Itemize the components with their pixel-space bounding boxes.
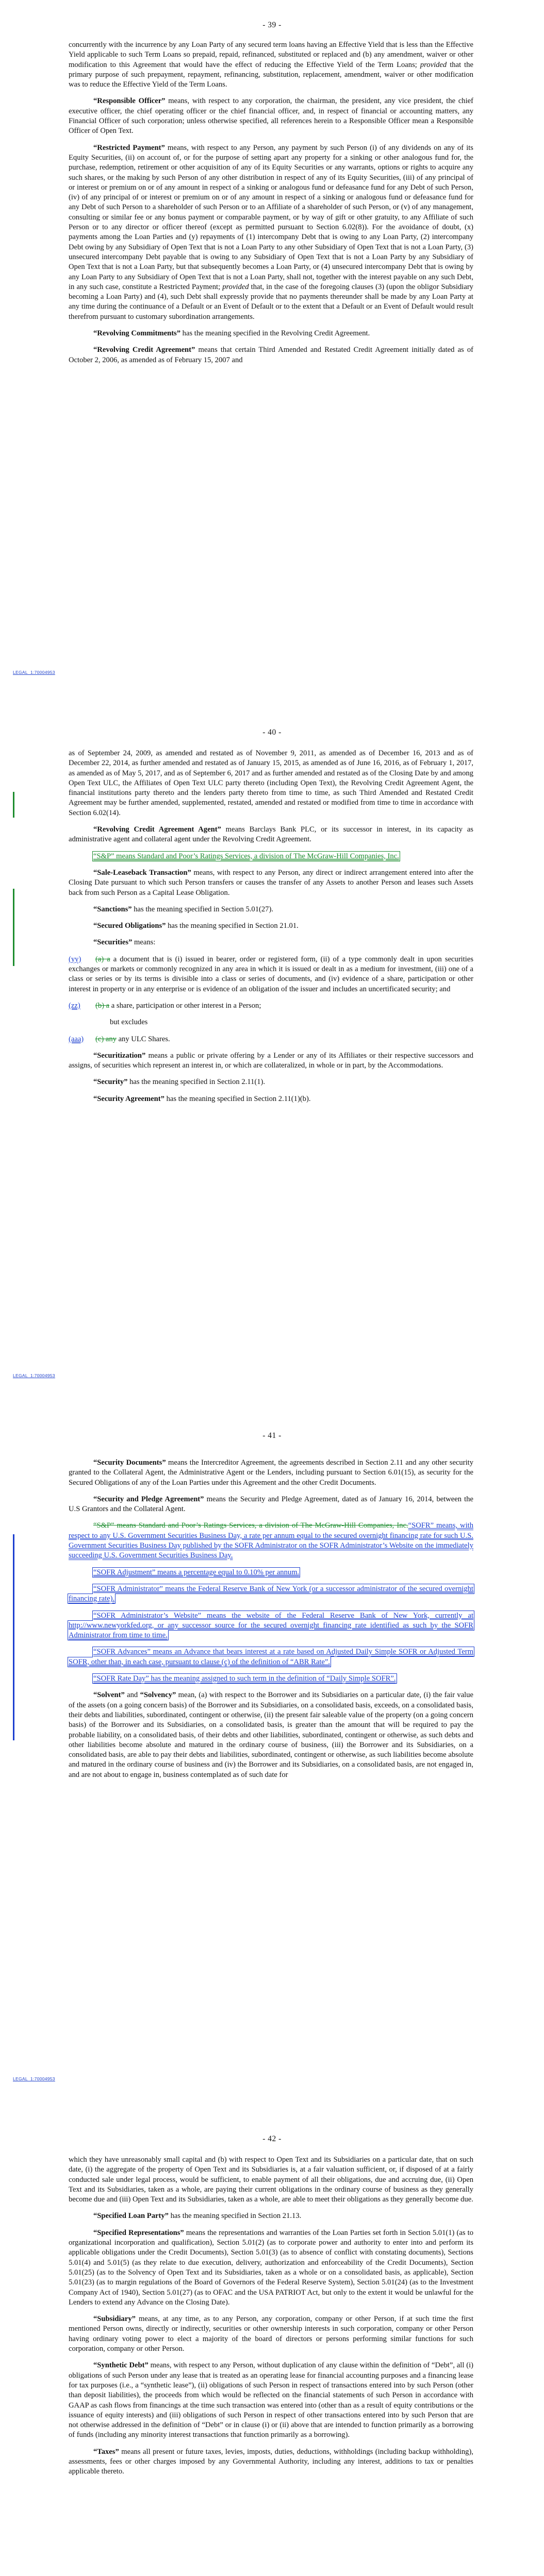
definition-security-documents: “Security Documents” means the Intercreditor Agreement, the agreements described in Section 2.11 and any other security granted to the Collateral Agent, the Administrative Agent or the Lenders, including pursuant to Section 6.01(15), as security for the Secured Obligations of any of the Loan Parties under this Agreement and the other Credit Documents. (69, 1459, 473, 1487)
page-39 (0, 0, 544, 703)
page-number: - 40 - (262, 728, 282, 737)
definition-solvent: “Solvent” and “Solvency” mean, (a) with respect to the Borrower and its Subsidiaries on a particular date, (i) the fair value of the assets (on a going concern basis) of the Borrower and its Subsidiaries, on a consolidated basis, exceeds, on a consolidated basis, their debts and liabilities, subordinated, contingent or otherwise, (ii) the present fair saleable value of the property (on a going concern basis) of the Borrower and its Subsidiaries, on a consolidated basis, is greater than the amount that will be required to pay the probable liability, on a consolidated basis, of their debts and other liabilities, subordinated, contingent or otherwise, as such debts and other liabilities become absolute and matured in the ordinary course of business, (iii) the Borrower and its Subsidiaries, on a consolidated basis, are able to pay their debts and liabilities, subordinated, contingent or otherwise, as such liabilities become absolute and matured in the ordinary course of business and (iv) the Borrower and its Subsidiaries, on a consolidated basis, are not engaged in, and are not about to engage in, business contemplated as of such date for (69, 1691, 474, 1779)
definition-subsidiary: “Subsidiary” means, at any time, as to any Person, any corporation, company or other Person, if at such time the first mentioned Person owns, directly or indirectly, securities or other ownership interests in such corporation, company or other Person having ordinary voting power to elect a majority of the board of directors or persons performing similar functions for such corporation, company or other Person. (69, 2315, 473, 2353)
document-footer-id: LEGAL_1:70004953 (13, 670, 55, 675)
definition-securitization: “Securitization” means a public or private offering by a Lender or any of its Affiliates or their respective successors and assigns, of securities which represent an interest in, or which are collateralized, in whole or in part, by the Accommodations. (69, 1051, 473, 1070)
definition-sofr-administrator: “SOFR Administrator” means the Federal Reserve Bank of New York (or a successor administrator of the secured overnight financing rate). (69, 1584, 473, 1603)
definition-specified-loan-party: “Specified Loan Party” has the meaning specified in Section 21.13. (93, 2212, 302, 2221)
document-footer-id: LEGAL_1:70004953 (13, 1373, 55, 1378)
definition-sofr-advances: “SOFR Advances” means an Advance that bears interest at a rate based on Adjusted Daily Simple SOFR or Adjusted Term SOFR, other than, in each case, pursuant to clause (c) of the definition of “ABR Rate”. (69, 1648, 473, 1666)
definition-sofr-rate-day: “SOFR Rate Day” has the meaning assigned to such term in the definition of “Daily Simple SOFR”. (93, 1674, 396, 1683)
page-42 (0, 2110, 544, 2576)
change-bar (13, 792, 14, 818)
definition-specified-representations: “Specified Representations” means the representations and warranties of the Loan Parties set forth in Section 5.01(1) (as to organizational incorporation and qualification), Section 5.01(2) (as to corporate power and authority to enter into and perform its applicable obligations under the Credit Documents), Section 5.01(3) (as to absence of conflict with constating documents), Sections 5.01(4) and 5.01(5) (as they relate to due execution, delivery, authorization and enforceability of the Credit Documents), Section 5.01(25) (as to the Solvency of Open Text and its Subsidiaries, taken as a whole or on a consolidated basis, as applicable), Section 5.01(23) (as to margin regulations of the Board of Governors of the Federal Reserve System), Section 5.01(24) (as to the Investment Company Act of 1940), Section 5.01(27) (as to OFAC and the USA PATRIOT Act, but only to the extent it would be unlawful for the Lenders to extend any Advance on the Closing Date). (69, 2228, 473, 2307)
definition-revolving-commitments: “Revolving Commitments” has the meaning specified in the Revolving Credit Agreement. (93, 329, 370, 338)
definition-revolving-credit-agreement-agent: “Revolving Credit Agreement Agent” means Barclays Bank PLC, or its successor in interest, in its capacity as administrative agent and collateral agent under the Revolving Credit Agreement. (69, 825, 473, 844)
page-number: - 42 - (262, 2134, 282, 2143)
definition-sofr-adjustment: “SOFR Adjustment” means a percentage equal to 0.10% per annum. (93, 1568, 300, 1577)
definition-sofr: “S&P” means Standard and Poor’s Ratings Services, a division of The McGraw-Hill Companies, Inc.“SOFR” means, with respect to any U.S. Government Securities Business Day, a rate per annum equal to the secured overnight financing rate for such U.S. Government Securities Business Day published by the SOFR Administrator on the SOFR Administrator’s Website on the immediately succeeding U.S. Government Securities Business Day. (69, 1521, 473, 1560)
definition-sp-moved: “S&P” means Standard and Poor’s Ratings Services, a division of The McGraw-Hill Companies, Inc. (93, 852, 399, 860)
page-body (69, 749, 473, 1111)
definition-restricted-payment: “Restricted Payment” means, with respect to any Person, any payment by such Person (i) of any dividends on any of its Equity Securities, (ii) on account of, or for the purpose of setting apart any property for a sinking or other analogous fund for, the purchase, redemption, retirement or other acquisition of any of its Equity Securities or any warrants, options or rights to acquire any such shares, or the making by such Person of any other distribution in respect of any of its Equity Securities, (iii) of any principal of or interest or premium on or of any amount in respect of a sinking or analogous fund or defeasance fund for any Debt of such Person, (iv) of any principal of or interest or premium on or of any amount in respect of a sinking or analogous fund or defeasance fund for any Debt of such Person to a shareholder of such Person or to an Affiliate of a shareholder of such Person, or (v) of any management, consulting or similar fee or any bonus payment or comparable payment, or by way of gift or other gratuity, to any Affiliate of such Person or to any director or officer thereof (except as permitted pursuant to Section 6.02(8)). For the avoidance of doubt, (x) payments among the Loan Parties and (y) repayments of (1) intercompany Debt that is owing to any Loan Party, (2) intercompany Debt owing by any Subsidiary of Open Text that is not a Loan Party to any other Subsidiary of Open Text that is not a Loan Party, (3) unsecured intercompany Debt payable that is owing to any Subsidiary of Open Text that is not a Loan Party by any Subsidiary of Open Text that is not a Loan Party, but that subsequently becomes a Loan Party, or (4) unsecured intercompany Debt that is owing by any Loan Party to any Subsidiary of Open Text that is not a Loan Party, shall not, together with the interest payable on any such Debt, in any such case, constitute a Restricted Payment; provided that, in the case of the foregoing clauses (3) (upon the obligor Subsidiary becoming a Loan Party) and (4), such Debt shall expressly provide that no payments thereunder shall be made by any Loan Party at any time during the continuance of a Default or an Event of Default or to the extent that a Default or an Event of Default would result therefrom pursuant to customary subordination arrangements. (69, 143, 473, 321)
page-41 (0, 1406, 544, 2110)
change-bar (13, 1534, 14, 1740)
change-bar (13, 889, 14, 966)
definition-responsible-officer: “Responsible Officer” means, with respect to any corporation, the chairman, the president, any vice president, the chief executive officer, the chief operating officer or the chief financial officer, and, in respect of financial or accounting matters, any Financial Officer of such corporation; unless otherwise specified, all references herein to a Responsible Officer mean a Responsible Officer of Open Text. (69, 97, 473, 135)
page-body (69, 2155, 473, 2484)
definition-sofr-administrators-website: “SOFR Administrator’s Website” means the website of the Federal Reserve Bank of New York, currently at http://www.newyorkfed.org, or any successor source for the secured overnight financing rate identified as such by the SOFR Administrator from time to time. (69, 1611, 473, 1640)
page-number: - 41 - (262, 1431, 282, 1440)
definition-synthetic-debt: “Synthetic Debt” means, with respect to any Person, without duplication of any clause within the definition of “Debt”, all (i) obligations of such Person under any lease that is treated as an operating lease for financial accounting purposes and a financing lease for tax purposes (i.e., a “synthetic lease”), (ii) obligations of such Person in respect of transactions entered into by such Person (other than deposit liabilities), the proceeds from which would be reflected on the financial statements of such Person in accordance with GAAP as cash flows from financings at the time such transaction was entered into (other than as a result of equity contributions or the issuance of equity interests) and (iii) obligations of such Person in respect of other transactions entered into by such Person that are not otherwise addressed in the definition of “Debt” or in clause (i) or (ii) above that are intended to function primarily as a borrowing of funds (including any minority interest transactions that function primarily as a borrowing). (69, 2361, 473, 2439)
definition-security-agreement: “Security Agreement” has the meaning specified in Section 2.11(1)(b). (93, 1094, 311, 1103)
definition-revolving-credit-agreement: “Revolving Credit Agreement” means that certain Third Amended and Restated Credit Agreement initially dated as of October 2, 2006, as amended as of February 15, 2007 and (69, 346, 474, 364)
page-body (69, 1458, 473, 1787)
clause-yy: (yy) (a) a a document that is (i) issued in bearer, order or registered form, (ii) of a type commonly dealt in upon securities exchanges or markets or commonly recognized in any area in which it is issued or dealt in as a medium for investment, (iii) one of a class or series or by its terms is divisible into a class or series of documents, and (iv) evidence of a share, participation or other interest in property or in any enterprise or is evidence of an obligation of the issuer and includes an uncertificated security; and (69, 955, 474, 993)
page-40 (0, 703, 544, 1406)
definition-sanctions: “Sanctions” has the meaning specified in Section 5.01(27). (93, 905, 273, 913)
definition-securities: “Securities” means: (93, 938, 156, 947)
page-body (69, 40, 473, 372)
definition-security: “Security” has the meaning specified in Section 2.11(1). (93, 1078, 266, 1087)
continuation-paragraph: which they have unreasonably small capital and (b) with respect to Open Text and its Subsidiaries on a particular date, that on such date, (i) the aggregate of the property of Open Text and its Subsidiaries is, at a fair valuation sufficient, or, if disposed of at a fairly conducted sale under legal process, would be sufficient, to enable payment of all their obligations, due and accruing due, (ii) Open Text and its Subsidiaries, taken as a whole, are paying their current obligations in the ordinary course of business as they generally become due and (iii) Open Text and its Subsidiaries, taken as a whole, are able to meet their obligations as they generally become due. (69, 2156, 473, 2204)
but-excludes: but excludes (110, 1018, 148, 1027)
definition-security-and-pledge-agreement: “Security and Pledge Agreement” means the Security and Pledge Agreement, dated as of January 16, 2014, between the U.S Grantors and the Collateral Agent. (69, 1495, 473, 1514)
definition-sale-leaseback: “Sale-Leaseback Transaction” means, with respect to any Person, any direct or indirect arrangement entered into after the Closing Date pursuant to which such Person transfers or causes the transfer of any Assets to another Person and leases such Assets back from such Person as a Capital Lease Obligation. (69, 868, 474, 897)
continuation-paragraph: as of September 24, 2009, as amended and restated as of November 9, 2011, as amended as of December 16, 2013 and as of December 22, 2014, as further amended and restated as of January 15, 2015, as amended as of June 16, 2016, as of February 1, 2017, as amended as of May 5, 2017, and as of September 6, 2017 and as further amended and restated as of the Closing Date by and among Open Text ULC, the Affiliates of Open Text ULC party thereto (including Open Text), the Revolving Credit Agreement Agent, the financial institutions party thereto and the lenders party thereto from time to time, as such Third Amended and Restated Credit Agreement may be further amended, supplemented, restated, amended and restated or modified from time to time in accordance with Section 6.02(14). (69, 749, 474, 817)
document-footer-id: LEGAL_1:70004953 (13, 2076, 55, 2081)
continuation-paragraph: concurrently with the incurrence by any Loan Party of any secured term loans having an Effective Yield that is less than the Effective Yield applicable to such Term Loans so prepaid, repaid, refinanced, substituted or replaced and (b) any amendment, waiver or other modification to this Agreement that would have the effect of reducing the Effective Yield of the Term Loans; provided that the primary purpose of such prepayment, repayment, refinancing, substitution, replacement, amendment, waiver or other modification was to reduce the Effective Yield of the Term Loans. (69, 41, 474, 89)
page-number: - 39 - (262, 21, 282, 29)
definition-taxes: “Taxes” means all present or future taxes, levies, imposts, duties, deductions, withholdings (including backup withholding), assessments, fees or other charges imposed by any Governmental Authority, including any interest, additions to tax or penalties applicable thereto. (69, 2447, 473, 2476)
clause-zz: (zz) (b) a a share, participation or other interest in a Person; (69, 1001, 261, 1010)
clause-aaa: (aaa) (c) any any ULC Shares. (69, 1035, 170, 1043)
definition-secured-obligations: “Secured Obligations” has the meaning specified in Section 21.01. (93, 922, 299, 930)
